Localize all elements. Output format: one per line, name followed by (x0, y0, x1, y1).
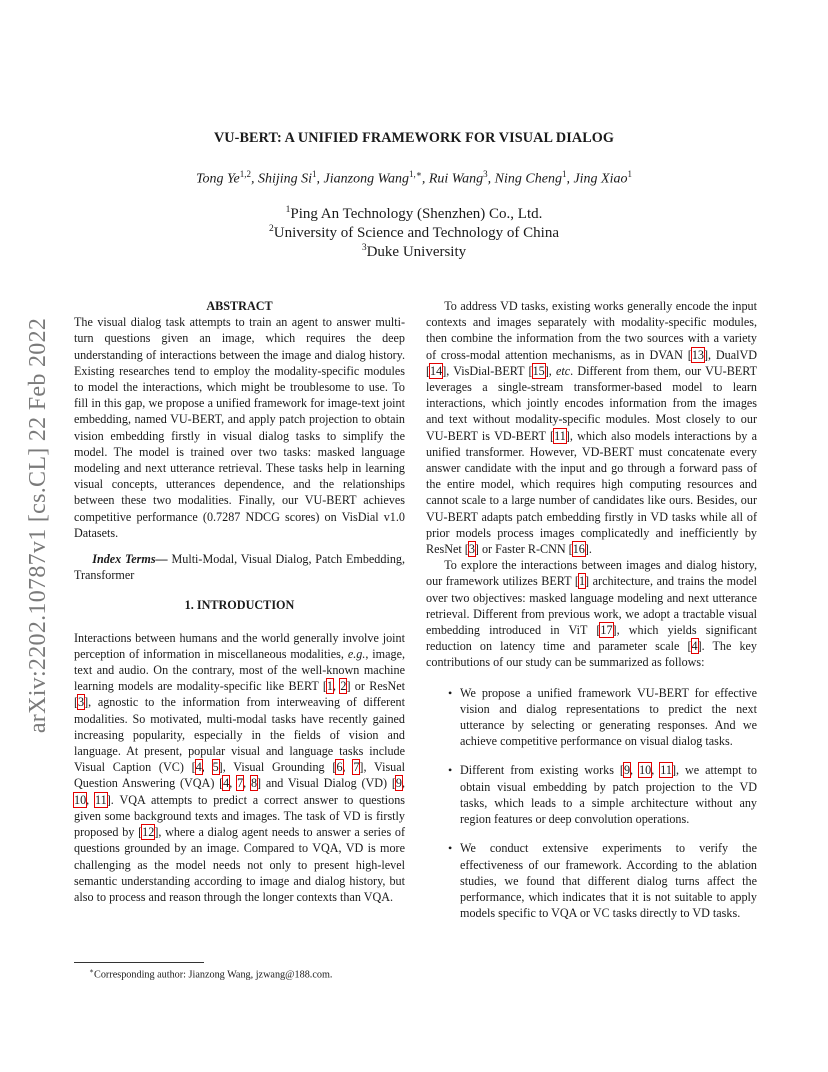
introduction-heading: 1. INTRODUCTION (184, 598, 295, 613)
body-text: , (548, 363, 556, 378)
citation-link[interactable] (529, 364, 549, 378)
affiliation-mark: 3 (361, 243, 367, 253)
bullet-icon: • (448, 763, 453, 778)
affiliation-text: University of Science and Technology of China (273, 225, 560, 241)
author-list: Tong Ye$^{1,2}$, Shijing Si$^1$, Jianzong Wang$^{1,∗}$, Rui Wang$^3$, Ning Cheng$^1$, Jing Xiao$^1$ (196, 169, 632, 187)
citation-number[interactable]: 10 (639, 763, 652, 778)
body-text: . The key contributions of our study can be summarized as follows: (426, 639, 757, 670)
citation-link[interactable] (74, 695, 88, 709)
body-text: To explore the interactions between images and dialog history, our framework utilizes BERT (426, 558, 757, 589)
intro-text: , Visual Grounding (222, 760, 333, 775)
citation-link[interactable] (550, 429, 570, 443)
citation-number[interactable]: 3 (468, 542, 475, 557)
intro-text: and Visual Dialog (VD) (261, 776, 392, 791)
citation-link[interactable]: [ 4, 7, 8 ] (219, 776, 261, 790)
citation-link[interactable]: [ 9, 10, 11 ] (74, 776, 405, 806)
bullet-icon: • (448, 685, 453, 700)
citation-number[interactable]: 7 (237, 776, 244, 791)
citation-link[interactable] (569, 542, 589, 556)
citation-number[interactable]: 12 (142, 825, 155, 840)
author-name: Tong Ye (196, 171, 240, 187)
author-name: Jing Xiao (573, 171, 628, 187)
author-name: Jianzong Wang (323, 171, 409, 187)
body-text: To address VD tasks, existing works generally encode the input contexts and images separately with modality-specific modules, then combine the information from the two sources with a variety of cross-modal attention mechanisms, as in DVAN (426, 299, 757, 362)
citation-number[interactable]: 11 (95, 792, 107, 807)
citation-number[interactable]: 3 (78, 695, 85, 710)
body-text: . Different from them, our VU-BERT leverages a single-stream transformer-based model to learn interactions, which jointly encodes information from the images and text without modality-specific modules. Most closely to our VU-BERT is VD-BERT (426, 363, 758, 443)
list-item-text: , we attempt to obtain visual embedding by patch projection to the VD tasks, which leads to a simple architecture without any region features or deep convolution operations. (460, 763, 757, 827)
citation-number[interactable]: 11 (660, 763, 672, 778)
citation-number[interactable]: 9 (623, 763, 631, 778)
author-affiliation-mark: 1 (627, 169, 632, 179)
citation-link[interactable]: [ 6, 7 ] (332, 760, 363, 774)
intro-text: , where a dialog agent needs to answer a series of questions grounded by an image. Compared to VQA, VD is more challenging as the model needs not only to present high-level semantic understanding according to image and dialog history, but also to process and reason through the longer contexts than VQA. (74, 825, 406, 904)
citation-number[interactable]: 1 (326, 679, 333, 694)
citation-number[interactable]: 4 (223, 776, 230, 791)
arxiv-identifier-stamp (18, 285, 60, 765)
author-name: Ning Cheng (494, 171, 562, 187)
body-text: , VisDial-BERT (446, 363, 529, 378)
author-name: Rui Wang (428, 171, 484, 187)
body-text: , DualVD (708, 347, 757, 362)
related-work-paragraph (426, 298, 757, 557)
index-terms-label: Index Terms— (92, 552, 168, 567)
index-terms (74, 551, 405, 583)
citation-link[interactable] (138, 825, 158, 839)
list-item (426, 840, 757, 921)
citation-link[interactable]: [ 9, 10, 11 ] (620, 763, 676, 777)
citation-number[interactable]: 8 (250, 776, 258, 791)
intro-text: or ResNet (350, 679, 405, 694)
arxiv-stamp-text: arXiv:2202.10787v1 [cs.CL] 22 Feb 2022 (25, 317, 52, 733)
citation-number[interactable]: 6 (336, 760, 343, 775)
affiliation-text: Ping An Technology (Shenzhen) Co., Ltd. (290, 206, 543, 222)
footnote-text: Corresponding author: Jianzong Wang, jzwang@188.com. (94, 969, 333, 981)
author-name: Shijing Si (257, 171, 313, 187)
citation-link[interactable] (688, 348, 708, 362)
abstract-text: The visual dialog task attempts to train an agent to answer multi-turn questions given an image, which requires the deep understanding of interactions between the image and dialog history. Existing researches tend to employ the modality-specific modules to model the interactions, which might be troublesome to use. To fill in this gap, we propose a unified framework for image-text joint embedding, named VU-BERT, and apply patch projection to obtain vision embedding firstly in visual dialog tasks to simplify the model. The model is trained over two tasks: masked language modeling and next utterance retrieval. These tasks help in learning visual concepts, utterances dependence, and the relationships between these two modalities. Finally, our VU-BERT achieves competitive performance (0.7287 NDCG scores) on VisDial v1.0 Datasets. (74, 315, 405, 540)
list-item-text: We propose a unified framework VU-BERT for effective vision and dialog representations to predict the next utterance by selecting or generating responses. And we achieve competitive performance on visual dialog tasks. (460, 685, 757, 749)
index-terms-text: Multi-Modal, Visual Dialog, Patch Embedding, Transformer (74, 552, 405, 583)
citation-number[interactable]: 14 (430, 363, 443, 378)
author-affiliation-mark: 3 (483, 169, 488, 179)
citation-number[interactable]: 11 (554, 428, 566, 443)
body-text: architecture, and trains the model over two objectives: masked language modeling and next utterance retrieval. Different from previous work, we adopt a tractable visual embedding introduced in ViT (426, 574, 757, 638)
affiliation-line (0, 243, 828, 261)
body-text: , which yields significant reduction on latency time and parameter scale (426, 623, 757, 654)
author-affiliation-mark: 1 (312, 169, 317, 179)
citation-link[interactable] (465, 542, 479, 556)
body-text: , which also models interactions by a unified transformer. However, VD-BERT must concatenate every answer candidate with the input and go through a forward pass of the entire model, which requires high computing resources and cannot scale to a large number of candidates like ours. Besides, our VU-BERT adapts patch embedding firstly in VD tasks while all of prior models process images complicatedly and inefficiently by ResNet (426, 428, 757, 557)
intro-text: , agnostic to the information from interweaving of different modalities. So motivated, multi-modal tasks have recently gained increasing popularity, especially in the fields of vision and language. At present, popular visual and language tasks include Visual Caption (VC) (74, 695, 405, 775)
author-affiliation-mark: 1 (561, 169, 567, 179)
author-affiliation-mark: 1,∗ (408, 169, 422, 179)
list-item-text: Different from existing works (460, 763, 620, 778)
affiliation-line (0, 205, 828, 223)
citation-number[interactable]: 5 (212, 760, 219, 775)
footnote (74, 965, 332, 981)
citation-number[interactable]: 16 (572, 542, 585, 557)
intro-text: . VQA attempts to predict a correct answer to questions given some background texts and images. The task of VD is firstly proposed by (74, 792, 405, 840)
citation-link[interactable] (596, 623, 616, 637)
approach-paragraph (426, 557, 757, 670)
paper-title: VU-BERT: A UNIFIED FRAMEWORK FOR VISUAL DIALOG (213, 130, 615, 146)
abstract-heading: ABSTRACT (206, 299, 273, 313)
affiliation-mark: 1 (285, 205, 291, 215)
citation-number[interactable]: 4 (195, 760, 202, 775)
list-item-text: We conduct extensive experiments to verify the effectiveness of our framework. According to the ablation studies, we found that different dialog turns affect the performance, which indicates that it is not suitable to apply models specific to VQA or VC tasks directly to VD tasks. (460, 841, 757, 921)
intro-text: , Visual Question Answering (VQA) (74, 760, 406, 791)
intro-text: Interactions between humans and the world generally involve joint perception of information in miscellaneous modalities, (74, 630, 405, 661)
citation-number[interactable]: 4 (691, 639, 698, 654)
footnote-divider (74, 962, 204, 963)
citation-number[interactable]: 13 (691, 347, 704, 362)
citation-number[interactable]: 9 (395, 776, 402, 791)
citation-link[interactable] (426, 364, 446, 378)
body-text: etc (555, 363, 571, 378)
list-item (426, 762, 757, 827)
body-text: or Faster R-CNN (478, 542, 569, 557)
contributions-list (426, 685, 757, 922)
body-text: . (588, 542, 592, 557)
citation-link[interactable]: [ 1, 2 ] (323, 679, 351, 693)
citation-number[interactable]: 17 (600, 623, 613, 638)
citation-number[interactable]: 10 (74, 792, 87, 807)
citation-link[interactable] (575, 574, 589, 588)
author-affiliation-mark: 1,2 (239, 169, 251, 179)
citation-number[interactable]: 15 (532, 363, 545, 378)
citation-number[interactable]: 7 (353, 760, 360, 775)
affiliation-mark: 2 (268, 224, 274, 234)
citation-link[interactable] (687, 639, 701, 653)
introduction-paragraph (74, 630, 405, 905)
list-item (426, 685, 757, 750)
right-column (426, 298, 757, 921)
citation-number[interactable]: 1 (578, 574, 586, 589)
citation-link[interactable]: [ 4, 5 ] (192, 760, 223, 774)
affiliation-line (0, 224, 828, 242)
bullet-icon: • (448, 841, 453, 856)
left-column (74, 298, 405, 905)
affiliation-text: Duke University (366, 244, 467, 260)
footnote-mark: ∗ (89, 967, 95, 975)
intro-text: e.g. (347, 646, 366, 661)
intro-text: , image, text and audio. On the contrary, most of the well-known machine learning models are modality-specific like BERT (74, 646, 405, 694)
citation-number[interactable]: 2 (340, 679, 347, 694)
